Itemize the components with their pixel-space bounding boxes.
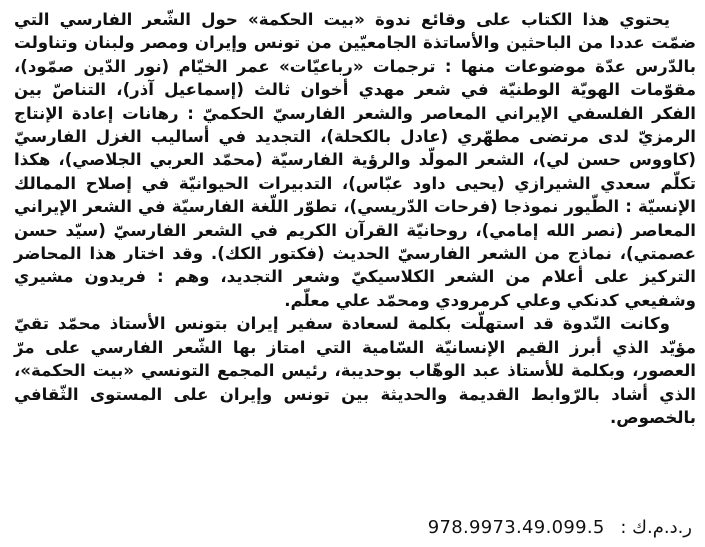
paragraph-1: يحتوي هذا الكتاب على وقائع ندوة «بيت الحكمة» حول الشّعر الفارسي التي ضمّت عددا من الباحثين والأساتذة الجامعيّين من تونس وإيران ومصر ولبنان وتناولت بالدّرس عدّة موضوعات منها : ترجمات «رباعيّات» عمر الخيّام (نور الدّين صمّود)، مقوّمات الهويّة الوطنيّة في شعر مهدي أخوان ثالث (إسماعيل آذر)، التناصّ بين الفكر الفلسفي الإيراني المعاصر والشعر الفارسيّ الحكميّ : رهانات إعادة الإنتاج الرمزيّ لدى مرتضى مطهّري (عادل بالكحلة)، التجديد في أساليب الغزل الفارسيّ (كاووس حسن لي)، الشعر المولّد والرؤية الفارسيّة (محمّد العربي الجلاصي)، هكذا تكلّم سعدي الشيرازي (يحيى داود عبّاس)، التدبيرات الحيوانيّة في إصلاح الممالك الإنسيّة : الطّيور نموذجا (فرحات الدّريسي)، تطوّر اللّغة الفارسيّة في الشعر الإيراني المعاصر (نصر الله إمامي)، روحانيّة القرآن الكريم في الشعر الفارسيّ (سيّد حسن عصمتي)، نماذج من الشعر الفارسيّ الحديث (فكتور الكك). وقد اختار هذا المحاضر التركيز على أعلام من الشعر الكلاسيكيّ وشعر التجديد، وهم : فريدون مشيري وشفيعي كدنكي وعلي كرمرودي ومحمّد علي معلّم. — [14, 10, 696, 310]
paragraph-2: وكانت النّدوة قد استهلّت بكلمة لسعادة سفير إيران بتونس الأستاذ محمّد تقيّ مؤيّد الذي أبرز القيم الإنسانيّة السّامية التي امتاز بها الشّعر الفارسي على مرّ العصور، وبكلمة للأستاذ عبد الوهّاب بوحديبة، رئيس المجمع التونسي «بيت الحكمة»، الذي أشاد بالرّوابط القديمة والحديثة بين تونس وإيران على المستوى الثّقافي بالخصوص. — [14, 314, 696, 427]
isbn-line — [428, 515, 692, 541]
isbn-label: ر.د.م.ك : — [620, 517, 692, 538]
body-text — [14, 8, 696, 429]
isbn-number: 978.9973.49.099.5 — [427, 517, 605, 538]
